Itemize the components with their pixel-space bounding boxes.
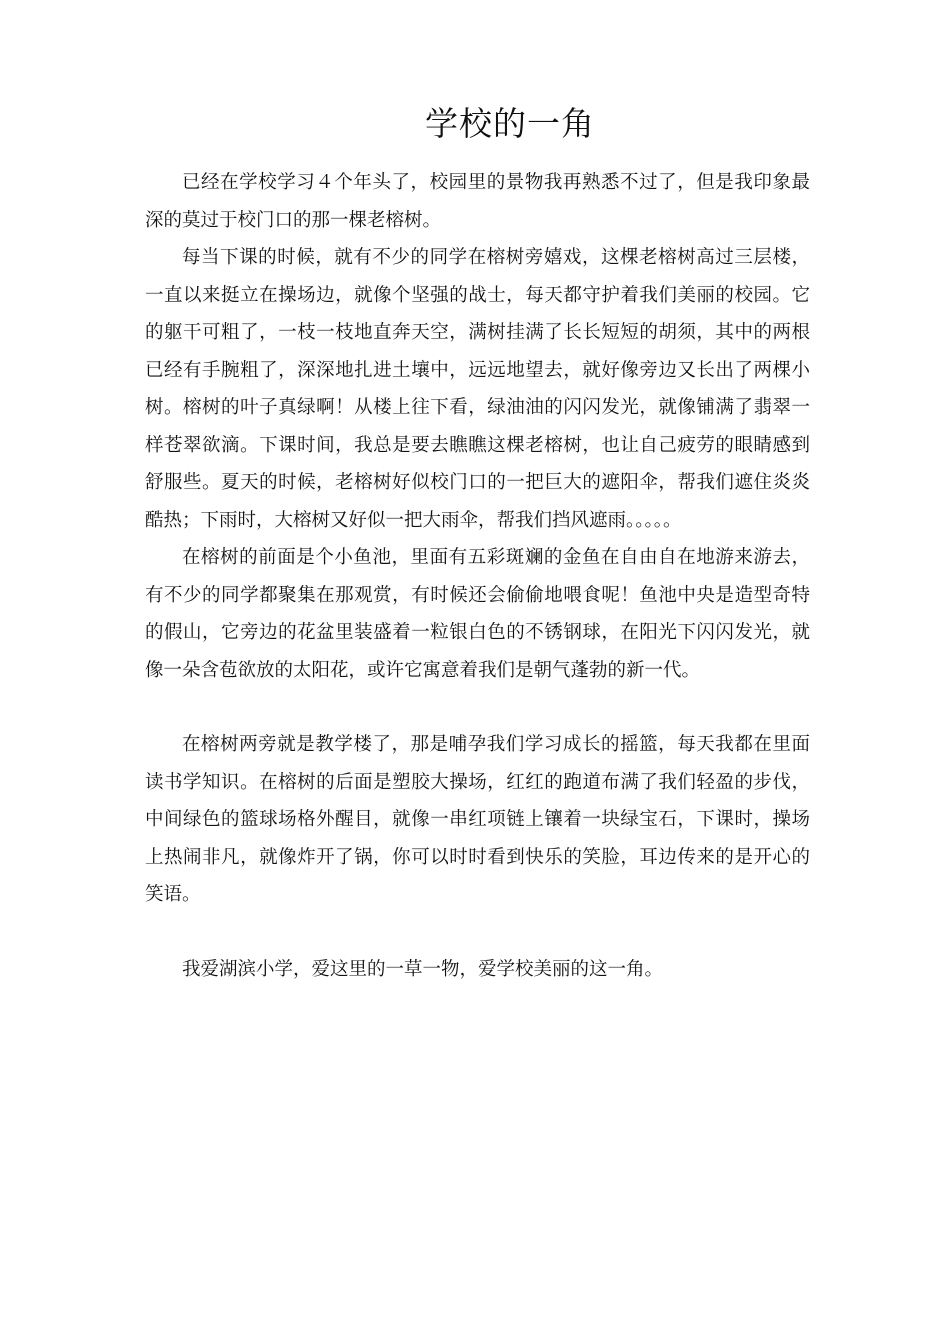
paragraph-1: 已经在学校学习４个年头了，校园里的景物我再熟悉不过了，但是我印象最深的莫过于校门口的那一棵老榕树。 <box>145 172 810 231</box>
paragraph-5: 我爱湖滨小学，爱这里的一草一物，爱学校美丽的这一角。 <box>182 959 664 980</box>
paragraph-3: 在榕树的前面是个小鱼池，里面有五彩斑斓的金鱼在自由自在地游来游去，有不少的同学都聚集在那观赏，有时候还会偷偷地喂食呢！鱼池中央是造型奇特的假山，它旁边的花盆里装盛着一粒银白色的不锈钢球，在阳光下闪闪发光，就像一朵含苞欲放的太阳花，或许它寓意着我们是朝气蓬勃的新一代。 <box>145 547 810 681</box>
paragraph-2: 每当下课的时候，就有不少的同学在榕树旁嬉戏，这棵老榕树高过三层楼，一直以来挺立在操场边，就像个坚强的战士，每天都守护着我们美丽的校园。它的躯干可粗了，一枝一枝地直奔天空，满树挂满了长长短短的胡须，其中的两根已经有手腕粗了，深深地扎进土壤中，远远地望去，就好像旁边又长出了两棵小树。榕树的叶子真绿啊！从楼上往下看，绿油油的闪闪发光，就像铺满了翡翠一样苍翠欲滴。下课时间，我总是要去瞧瞧这棵老榕树，也让自己疲劳的眼睛感到舒服些。夏天的时候，老榕树好似校门口的一把巨大的遮阳伞，帮我们遮住炎炎酷热；下雨时，大榕树又好似一把大雨伞，帮我们挡风遮雨。。。。。 <box>145 247 810 531</box>
document-title: 学校的一角 <box>425 104 595 143</box>
paragraph-4: 在榕树两旁就是教学楼了，那是哺孕我们学习成长的摇篮，每天我都在里面读书学知识。在榕树的后面是塑胶大操场，红红的跑道布满了我们轻盈的步伐，中间绿色的篮球场格外醒目，就像一串红项链上镶着一块绿宝石，下课时，操场上热闹非凡，就像炸开了锅，你可以时时看到快乐的笑脸，耳边传来的是开心的笑语。 <box>145 734 810 905</box>
